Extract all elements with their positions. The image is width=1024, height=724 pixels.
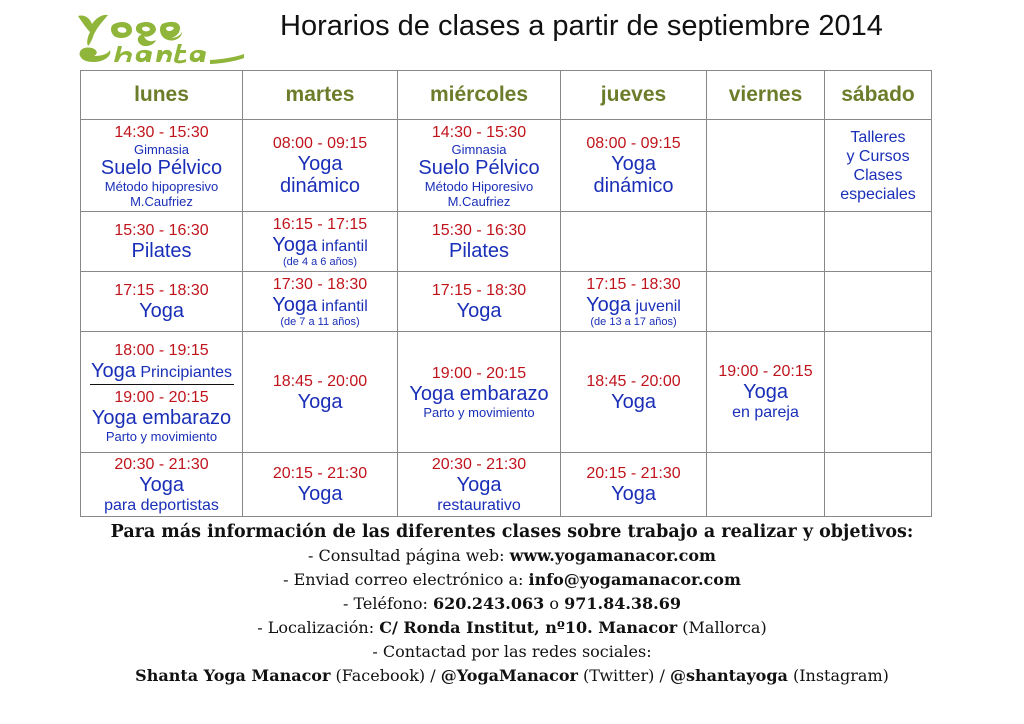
divider <box>90 384 234 385</box>
class-time: 20:30 - 21:30 <box>431 455 527 473</box>
class-time: 08:00 - 09:15 <box>272 135 368 152</box>
class-cell-viernes-4 <box>707 332 825 453</box>
class-time: 20:15 - 21:30 <box>586 465 681 482</box>
header-row <box>81 71 932 120</box>
class-cell-lunes-1 <box>81 120 243 212</box>
class-cell-miercoles-1 <box>398 120 561 212</box>
schedule-table <box>80 70 932 517</box>
class-cell-jueves-5 <box>561 453 707 517</box>
class-name: Yoga <box>743 381 788 403</box>
class-note: (de 13 a 17 años) <box>590 315 677 328</box>
class-name: Yoga <box>297 390 343 413</box>
class-pre: Gimnasia <box>134 141 189 157</box>
class-name: Talleres <box>850 128 906 146</box>
class-time: 20:30 - 21:30 <box>114 455 209 473</box>
class-time: 18:45 - 20:00 <box>272 372 368 390</box>
class-time: 14:30 - 15:30 <box>114 123 209 141</box>
schedule-row <box>81 120 932 212</box>
class-name: Yoga embarazo <box>91 406 232 429</box>
class-cell-viernes-5 <box>707 453 825 517</box>
class-name: Yoga embarazo <box>409 383 549 405</box>
class-name: Yoga <box>272 233 318 256</box>
class-sub: para deportistas <box>104 496 219 514</box>
class-note: Parto y movimiento <box>105 428 218 444</box>
info-location-line <box>0 616 1024 640</box>
class-cell-sabado-2 <box>825 212 932 272</box>
class-cell-miercoles-3 <box>398 272 561 332</box>
class-time: 17:30 - 18:30 <box>272 275 368 293</box>
class-pre: Gimnasia <box>451 141 507 157</box>
day-header-viernes: viernes <box>707 71 825 120</box>
phone-number: 971.84.38.69 <box>564 594 681 613</box>
facebook-link[interactable]: Shanta Yoga Manacor <box>135 666 331 685</box>
class-time: 18:00 - 19:15 <box>114 341 209 359</box>
phone-number: 620.243.063 <box>432 594 545 613</box>
class-name: Yoga <box>611 483 656 505</box>
class-name: Yoga <box>611 390 656 413</box>
class-cell-lunes-5 <box>81 453 243 517</box>
class-name: dinámico <box>593 175 674 197</box>
class-time: 08:00 - 09:15 <box>586 135 681 152</box>
class-name: Pilates <box>131 240 192 262</box>
email-link[interactable]: info@yogamanacor.com <box>528 570 741 589</box>
class-time: 17:15 - 18:30 <box>431 282 527 299</box>
info-email-line <box>0 568 1024 592</box>
class-cell-martes-2 <box>243 212 398 272</box>
info-phone-line <box>0 592 1024 616</box>
class-note: Método Hiporesivo <box>424 178 534 194</box>
info-phone-label: - Teléfono: <box>342 594 433 613</box>
class-cell-martes-4 <box>243 332 398 453</box>
schedule-row <box>81 453 932 517</box>
day-header-lunes: lunes <box>81 71 243 120</box>
class-cell-martes-3 <box>243 272 398 332</box>
schedule-row <box>81 272 932 332</box>
class-time: 15:30 - 16:30 <box>114 222 209 239</box>
class-cell-jueves-2 <box>561 212 707 272</box>
class-cell-lunes-3 <box>81 272 243 332</box>
class-name: especiales <box>840 185 916 203</box>
class-cell-lunes-2 <box>81 212 243 272</box>
class-name: Suelo Pélvico <box>100 156 223 179</box>
class-name: Yoga <box>139 473 184 496</box>
instagram-tag: (Instagram) <box>787 666 889 685</box>
class-name: Yoga <box>297 483 343 505</box>
class-name: Yoga <box>586 293 632 316</box>
class-note: (de 7 a 11 años) <box>280 315 360 328</box>
class-time: 14:30 - 15:30 <box>431 123 527 141</box>
page-title: Horarios de clases a partir de septiembre 2014 <box>280 10 883 42</box>
class-name: Yoga <box>272 293 318 316</box>
class-cell-jueves-4 <box>561 332 707 453</box>
class-name: Yoga <box>91 359 136 382</box>
schedule-row <box>81 332 932 453</box>
class-name: Yoga <box>297 153 343 175</box>
class-name: Yoga <box>611 153 656 175</box>
class-time: 17:15 - 18:30 <box>114 282 209 299</box>
class-time: 19:00 - 20:15 <box>431 365 527 382</box>
schedule-row <box>81 212 932 272</box>
class-cell-viernes-3 <box>707 272 825 332</box>
day-header-jueves: jueves <box>561 71 707 120</box>
class-suffix: infantil <box>321 297 368 315</box>
day-header-sabado: sábado <box>825 71 932 120</box>
class-name: Pilates <box>448 240 510 262</box>
info-social-line <box>0 664 1024 688</box>
address: C/ Ronda Institut, nº10. Manacor <box>379 618 678 637</box>
class-time: 18:45 - 20:00 <box>586 372 681 390</box>
class-note: Método hipopresivo <box>104 178 219 194</box>
class-sub: en pareja <box>732 404 799 421</box>
class-cell-jueves-1 <box>561 120 707 212</box>
website-link[interactable]: www.yogamanacor.com <box>509 546 716 565</box>
info-web-line <box>0 544 1024 568</box>
class-time: 20:15 - 21:30 <box>272 465 368 482</box>
class-cell-miercoles-5 <box>398 453 561 517</box>
info-heading: Para más información de las diferentes clases sobre trabajo a realizar y objetivos: <box>110 522 914 542</box>
info-email-label: - Enviad correo electrónico a: <box>283 570 529 589</box>
class-cell-martes-5 <box>243 453 398 517</box>
class-name: Suelo Pélvico <box>418 156 540 179</box>
class-cell-viernes-2 <box>707 212 825 272</box>
class-name: y Cursos <box>846 147 910 165</box>
class-note: Parto y movimiento <box>423 405 535 420</box>
twitter-link[interactable]: @YogaManacor <box>440 666 578 685</box>
class-cell-lunes-4 <box>81 332 243 453</box>
class-name: dinámico <box>279 175 361 197</box>
day-header-miercoles: miércoles <box>398 71 561 120</box>
facebook-tag: (Facebook) / <box>330 666 441 685</box>
class-cell-jueves-3 <box>561 272 707 332</box>
class-time: 19:00 - 20:15 <box>114 388 209 406</box>
class-time: 15:30 - 16:30 <box>431 222 527 239</box>
twitter-tag: (Twitter) / <box>577 666 670 685</box>
class-note: (de 4 a 6 años) <box>283 255 357 268</box>
info-social-label: - Contactad por las redes sociales: <box>372 642 652 661</box>
day-header-martes: martes <box>243 71 398 120</box>
class-cell-sabado-4 <box>825 332 932 453</box>
class-name: Yoga <box>456 473 502 496</box>
instagram-link[interactable]: @shantayoga <box>669 666 788 685</box>
phone-separator: o <box>544 594 565 613</box>
yoga-shanta-logo <box>74 6 246 66</box>
class-cell-miercoles-4 <box>398 332 561 453</box>
class-suffix: Principiantes <box>140 363 232 381</box>
class-note: M.Caufriez <box>130 193 193 209</box>
class-name: Yoga <box>139 300 184 322</box>
class-cell-sabado-5 <box>825 453 932 517</box>
class-suffix: infantil <box>321 237 368 255</box>
class-name: Clases <box>853 166 903 184</box>
class-note: M.Caufriez <box>447 193 511 209</box>
class-cell-miercoles-2 <box>398 212 561 272</box>
class-time: 19:00 - 20:15 <box>718 363 813 380</box>
class-name: Yoga <box>456 300 502 322</box>
contact-info <box>0 521 1024 688</box>
class-cell-martes-1 <box>243 120 398 212</box>
class-cell-viernes-1 <box>707 120 825 212</box>
address-region: (Mallorca) <box>677 618 767 637</box>
class-cell-sabado-3 <box>825 272 932 332</box>
class-time: 16:15 - 17:15 <box>272 215 368 233</box>
class-time: 17:15 - 18:30 <box>586 275 681 293</box>
class-sub: restaurativo <box>437 496 521 514</box>
info-location-label: - Localización: <box>257 618 380 637</box>
info-web-label: - Consultad página web: <box>308 546 510 565</box>
class-cell-sabado-1 <box>825 120 932 212</box>
class-suffix: juvenil <box>635 297 681 315</box>
